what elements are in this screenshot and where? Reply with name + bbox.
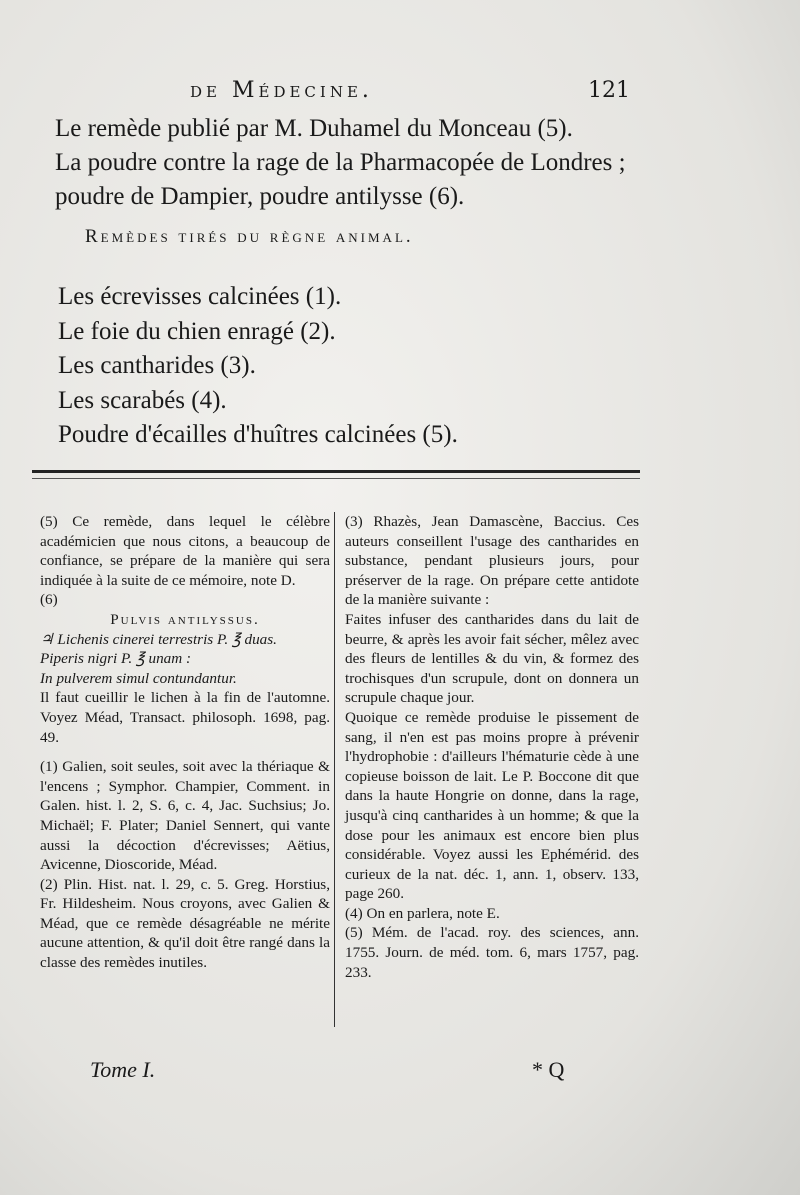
recipe-line: In pulverem simul contundantur. xyxy=(40,669,237,687)
footnote-rule-thin xyxy=(32,478,640,479)
remedy-list-top xyxy=(55,112,645,214)
recipe-title: Pulvis antilyssus. xyxy=(110,610,260,628)
footnote: Il faut cueillir le lichen à la fin de l'automne. Voyez Méad, Transact. philosoph. 1698, pag. 49. xyxy=(40,689,330,746)
footnote-paragraph: Quoique ce remède produise le pissement de sang, il n'en est pas moins propre à prévenir l'hydrophobie : d'ailleurs l'hématurie cède à une copieuse boisson de lait. Le P. Boccone dit que dans la haute Hongrie on donne, dans la rage, jusqu'à cinq cantharides à un homme; & que la dose pour les animaux est encore bien plus considérable. Voyez aussi les Ephémérid. des curieux de la nat. déc. 1, ann. 1, observ. 133, page 260. xyxy=(345,708,639,903)
remedy-line: La poudre contre la rage de la Pharmacopée de Londres ; xyxy=(55,149,626,176)
remedy-line: poudre de Dampier, poudre antilysse (6). xyxy=(55,183,465,210)
animal-remedy-item: Le foie du chien enragé (2). xyxy=(58,317,336,345)
footnotes-right-column xyxy=(345,512,639,982)
footnote: (5) Ce remède, dans lequel le célèbre académicien que nous citons, a beaucoup de confiance, se prépare de la manière qui sera indiquée à la suite de ce mémoire, note D. xyxy=(40,513,330,589)
remedy-line: Le remède publié par M. Duhamel du Monceau (5). xyxy=(55,115,573,142)
column-divider xyxy=(334,512,335,1027)
animal-remedy-list xyxy=(58,280,458,453)
footnote: (4) On en parlera, note E. xyxy=(345,904,500,922)
recipe-line: Piperis nigri P. ℥ unam : xyxy=(40,650,192,668)
running-header xyxy=(190,78,630,108)
footnote: (5) Mém. de l'acad. roy. des sciences, ann. 1755. Journ. de méd. tom. 6, mars 1757, pag. 233. xyxy=(345,924,639,981)
footnote: (3) Rhazès, Jean Damascène, Baccius. Ces auteurs conseillent l'usage des cantharides en substance, pendant plusieurs jours, pour préserver de la rage. On prépare cette antidote de la manière suivante : xyxy=(345,513,639,609)
footnotes-left-column xyxy=(40,512,330,973)
animal-remedy-item: Poudre d'écailles d'huîtres calcinées (5). xyxy=(58,421,458,448)
animal-remedy-item: Les scarabés (4). xyxy=(58,386,227,414)
footnote-rule xyxy=(32,470,640,473)
running-title: de Médecine. xyxy=(190,78,373,103)
section-heading: Remèdes tirés du règne animal. xyxy=(85,226,414,247)
animal-remedy-item: Les cantharides (3). xyxy=(58,352,256,379)
footnote: (1) Galien, soit seules, soit avec la thériaque & l'encens ; Symphor. Champier, Comment. in Galen. hist. l. 2, S. 6, c. 4, Jac. Suchsius; Jo. Michaël; F. Plater; Daniel Sennert, qui vante aussi la décoction d'écrevisses; Aëtius, Avicenne, Dioscoride, Méad. xyxy=(40,758,330,874)
volume-label: Tome I. xyxy=(90,1057,156,1082)
footnote: (2) Plin. Hist. nat. l. 29, c. 5. Greg. Horstius, Fr. Hildesheim. Nous croyons, avec Galien & Méad, que ce remède désagréable ne mérite aucune attention, & qu'il doit être rangé dans la classe des remèdes inutiles. xyxy=(40,875,330,972)
footnote-paragraph: Faites infuser des cantharides dans du lait de beurre, & après les avoir fait sécher, mêlez avec des fleurs de lentilles & du vin, & formez des trochisques d'un scrupule, dont on donnera un scrupule chaque jour. xyxy=(345,610,639,707)
animal-remedy-item: Les écrevisses calcinées (1). xyxy=(58,283,342,310)
recipe-line: ♃ Lichenis cinerei terrestris P. ℥ duas. xyxy=(40,630,277,648)
signature-mark: * Q xyxy=(532,1057,565,1082)
page-number: 121 xyxy=(588,78,630,103)
footnote-label: (6) xyxy=(40,591,58,609)
